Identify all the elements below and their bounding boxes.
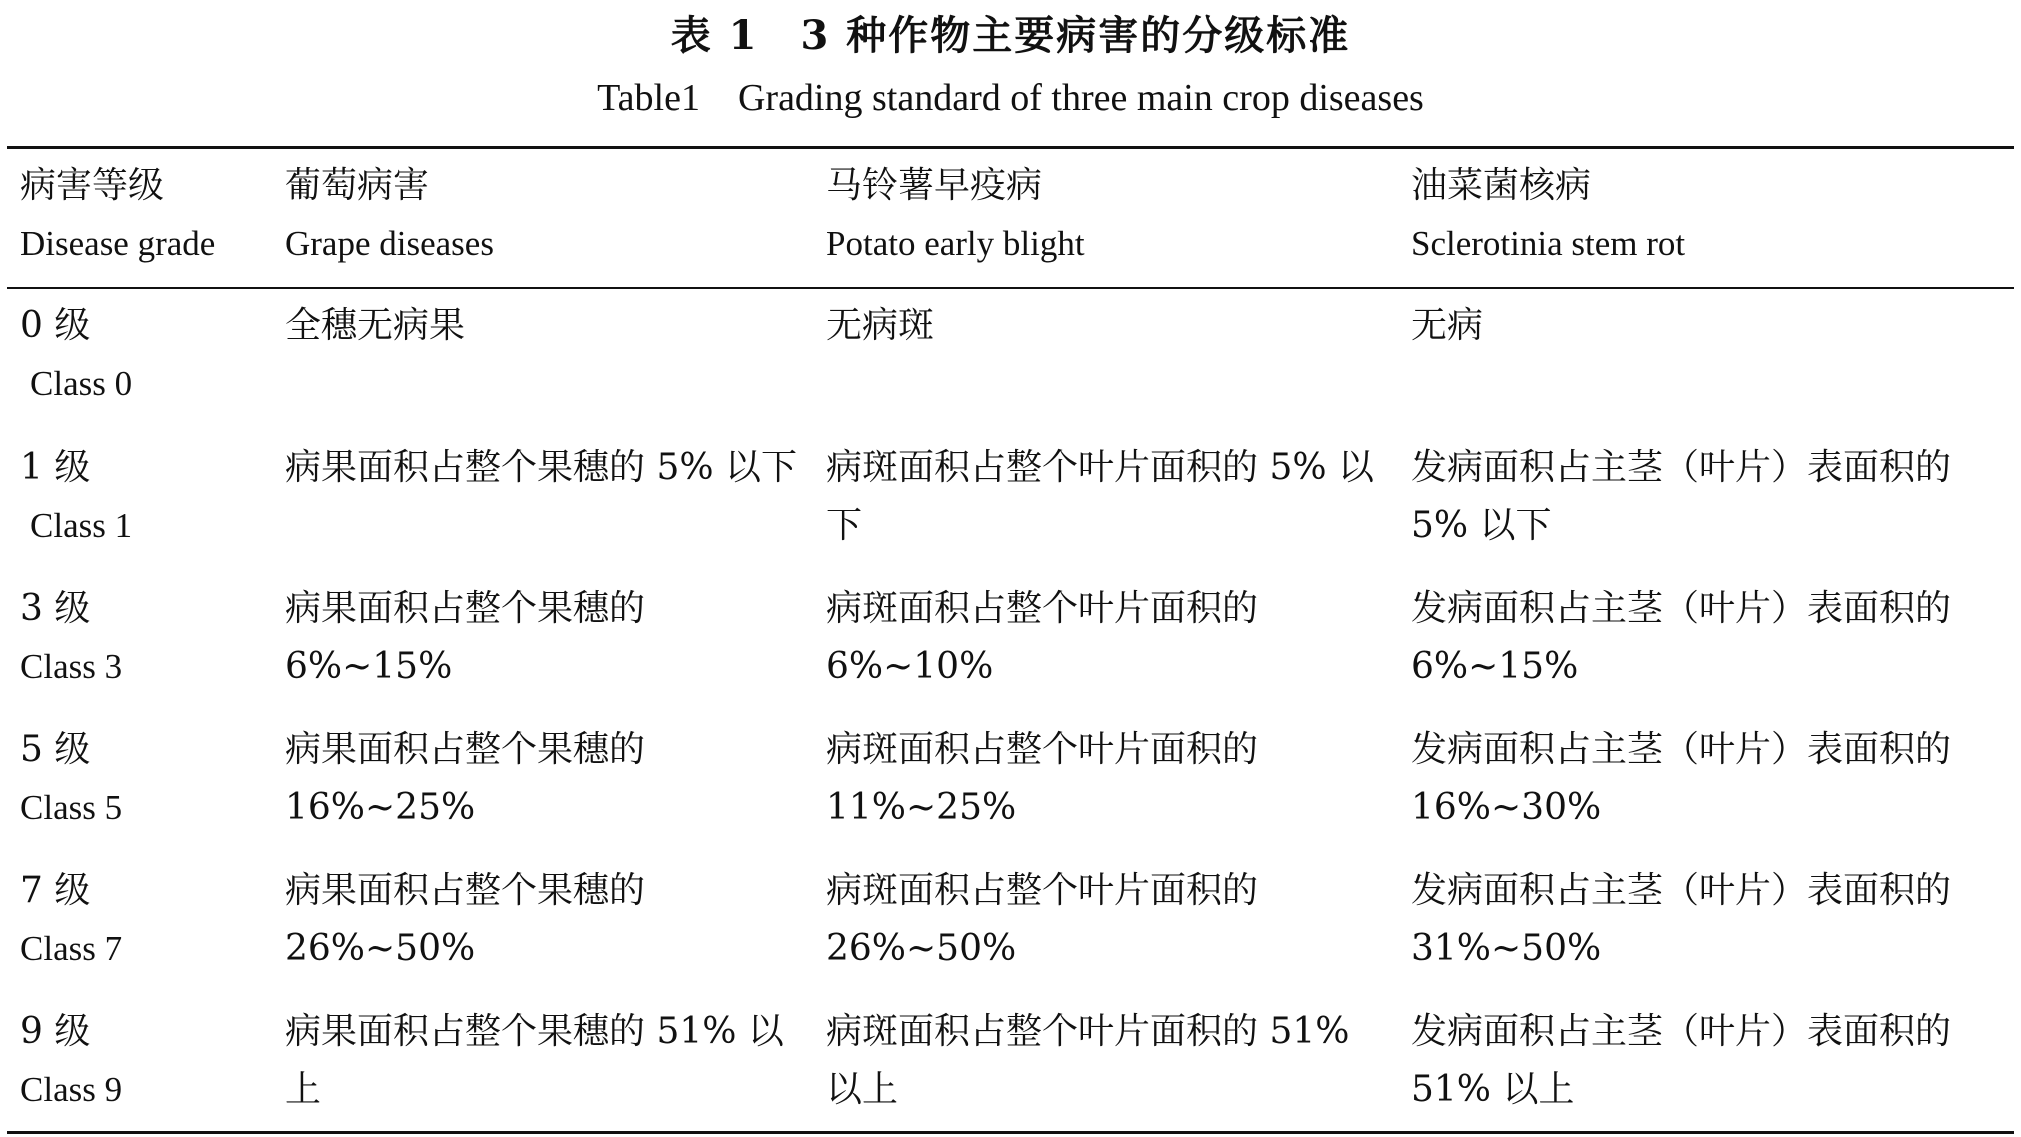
table-row-grape [285,862,815,978]
table-row-grape [285,297,815,355]
table-row-grade [20,439,270,555]
table-row-potato [826,1003,1396,1119]
table-row-rapeseed [1411,439,1981,555]
grade-cn: 0 级 [20,305,91,346]
rapeseed-criterion: 发病面积占主茎（叶片）表面积的 16%~30% [1411,729,1963,828]
table-row-grape [285,1003,815,1119]
grape-criterion: 病果面积占整个果穗的 26%~50% [285,870,657,969]
table-row-grape [285,721,815,837]
table-row-rapeseed [1411,580,1981,696]
header-potato-en: Potato early blight [826,224,1085,263]
table-title-cn: 表 1 3 种作物主要病害的分级标准 [670,12,1351,59]
grade-en: Class 5 [20,788,123,827]
grade-en: Class 3 [20,647,123,686]
grade-en: Class 9 [20,1070,123,1109]
table-row-grade [20,297,270,413]
table-row-potato [826,862,1396,978]
potato-criterion: 病斑面积占整个叶片面积的 51% 以上 [826,1011,1361,1110]
table-row-grade [20,580,270,696]
potato-criterion: 病斑面积占整个叶片面积的 5% 以下 [826,447,1374,546]
header-grape-en: Grape diseases [285,224,494,263]
header-rule [7,287,2014,289]
table-row-potato [826,297,1396,355]
table-row-grape [285,439,815,497]
rapeseed-criterion: 无病 [1411,305,1484,346]
grade-cn: 5 级 [20,729,91,770]
header-cell-potato [826,157,1396,273]
grade-cn: 1 级 [20,447,91,488]
header-rapeseed-en: Sclerotinia stem rot [1411,224,1686,263]
grade-cn: 3 级 [20,588,91,629]
header-rapeseed-cn: 油菜菌核病 [1411,165,1592,206]
grape-criterion: 病果面积占整个果穗的 6%~15% [285,588,657,687]
potato-criterion: 无病斑 [826,305,935,346]
grade-en: Class 7 [20,929,123,968]
table-row-rapeseed [1411,1003,1981,1119]
potato-criterion: 病斑面积占整个叶片面积的 11%~25% [826,729,1270,828]
table-row-rapeseed [1411,721,1981,837]
potato-criterion: 病斑面积占整个叶片面积的 26%~50% [826,870,1270,969]
table-row-potato [826,721,1396,837]
header-disease-grade-cn: 病害等级 [20,165,165,206]
grape-criterion: 病果面积占整个果穗的 5% 以下 [285,447,797,488]
rapeseed-criterion: 发病面积占主茎（叶片）表面积的 31%~50% [1411,870,1963,969]
header-grape-cn: 葡萄病害 [285,165,430,206]
rapeseed-criterion: 发病面积占主茎（叶片）表面积的 5% 以下 [1411,447,1963,546]
grape-criterion: 全穗无病果 [285,305,466,346]
table-row-grape [285,580,815,696]
header-cell-disease-grade [20,157,270,273]
grape-criterion: 病果面积占整个果穗的 16%~25% [285,729,657,828]
table-title-en: Table1 Grading standard of three main crop diseases [597,77,1424,119]
bottom-rule [7,1131,2014,1134]
header-disease-grade-en: Disease grade [20,224,216,263]
rapeseed-criterion: 发病面积占主茎（叶片）表面积的 6%~15% [1411,588,1963,687]
header-potato-cn: 马铃薯早疫病 [826,165,1043,206]
grade-en: Class 0 [30,364,133,403]
grape-criterion: 病果面积占整个果穗的 51% 以上 [285,1011,784,1110]
potato-criterion: 病斑面积占整个叶片面积的 6%~10% [826,588,1270,687]
table-row-grade [20,1003,270,1119]
table-row-grade [20,721,270,837]
grade-en: Class 1 [30,506,133,545]
table-row-rapeseed [1411,297,1981,355]
rapeseed-criterion: 发病面积占主茎（叶片）表面积的 51% 以上 [1411,1011,1963,1110]
header-cell-grape [285,157,815,273]
table-row-potato [826,439,1396,555]
grade-cn: 7 级 [20,870,91,911]
table-row-grade [20,862,270,978]
top-rule [7,146,2014,149]
grade-cn: 9 级 [20,1011,91,1052]
table-row-potato [826,580,1396,696]
table-row-rapeseed [1411,862,1981,978]
header-cell-rapeseed [1411,157,1981,273]
